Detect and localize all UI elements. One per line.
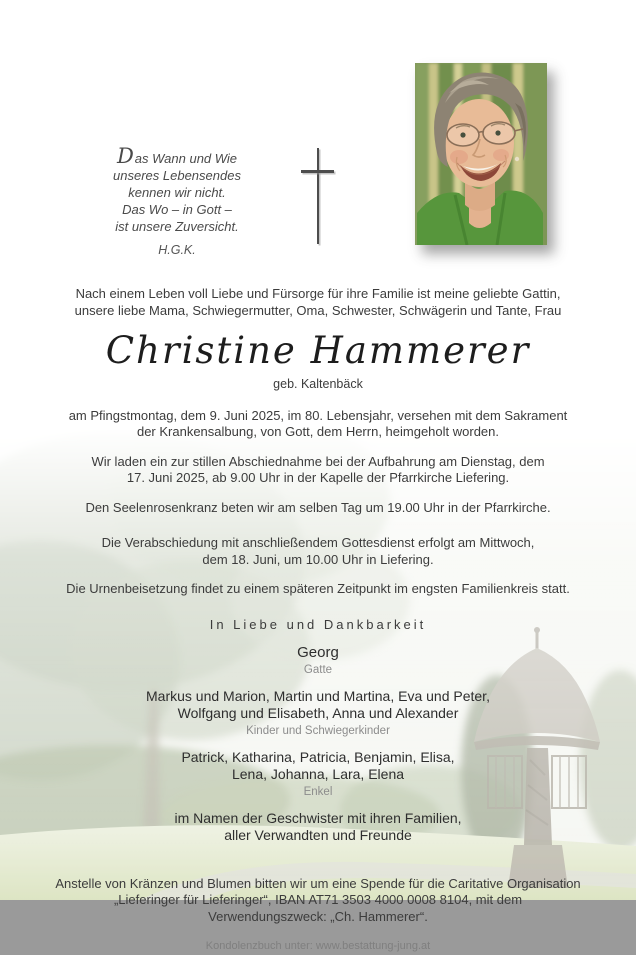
intro-text: Nach einem Leben voll Liebe und Fürsorge für ihre Familie ist meine geliebte Gattin, unsere liebe Mama, Schwiegermutter, Oma, Schwester, Schwägerin und Tante, Frau <box>74 286 562 318</box>
memorial-quote <box>62 144 292 259</box>
cross-vertical-bar <box>317 148 319 244</box>
maiden-name: geb. Kaltenbäck <box>273 377 363 391</box>
quote-line: unseres Lebensendes <box>113 168 241 183</box>
obituary-paragraph-death: am Pfingstmontag, dem 9. Juni 2025, im 80. Lebensjahr, versehen mit dem Sakrament der Krankensalbung, von Gott, dem Herrn, heimgeholt worden. <box>68 407 568 439</box>
condolence-book-note: Kondolenzbuch unter: www.bestattung-jung.at <box>205 940 431 952</box>
mourner-group-relatives: im Namen der Geschwister mit ihren Familien, aller Verwandten und Freunde <box>174 809 462 843</box>
mourner-relation: Kinder und Schwiegerkinder <box>246 724 390 737</box>
cross-horizontal-bar <box>301 170 334 173</box>
quote-line: kennen wir nicht. <box>128 185 226 200</box>
mourner-relation: Enkel <box>303 785 333 798</box>
memorial-cross-icon <box>300 148 336 248</box>
mourner-relation: Gatte <box>303 663 333 676</box>
quote-author-initials: H.G.K. <box>158 243 196 257</box>
mourner-group-husband: Georg Gatte <box>0 644 636 677</box>
portrait-photo <box>415 63 547 245</box>
obituary-paragraph-rosary: Den Seelenrosenkranz beten wir am selben Tag um 19.00 Uhr in der Pfarrkirche. <box>85 499 551 515</box>
quote-line: Das Wo – in Gott – <box>122 202 232 217</box>
obituary-paragraph-viewing: Wir laden ein zur stillen Abschiednahme bei der Aufbahrung am Dienstag, dem 17. Juni 2025, ab 9.00 Uhr in der Kapelle der Pfarrkirche Liefering. <box>91 453 545 485</box>
mourner-group-grandchildren: Patrick, Katharina, Patricia, Benjamin, Elisa, Lena, Johanna, Lara, Elena Enkel <box>0 749 636 799</box>
closing-heading: In Liebe und Dankbarkeit <box>209 616 427 632</box>
obituary-text-column <box>0 286 636 955</box>
obituary-paragraph-service: Die Verabschiedung mit anschließendem Gottesdienst erfolgt am Mittwoch, dem 18. Juni, um 10.00 Uhr in Liefering. <box>101 535 535 567</box>
quote-line: ist unsere Zuversicht. <box>115 219 239 234</box>
deceased-name: Christine Hammerer <box>105 329 531 372</box>
quote-line: Das Wann und Wie <box>116 144 238 168</box>
mourner-group-children: Markus und Marion, Martin und Martina, Eva und Peter, Wolfgang und Elisabeth, Anna und Alexander Kinder und Schwiegerkinder <box>0 688 636 738</box>
quote-drop-initial: D <box>116 144 135 168</box>
donation-note: Anstelle von Kränzen und Blumen bitten wir um eine Spende für die Caritative Organisation „Lieferinger für Lieferinger“, IBAN AT71 3503 4000 0008 8104, mit dem Verwendungszweck: „Ch. Hammerer“. <box>55 875 581 924</box>
obituary-paragraph-urn: Die Urnenbeisetzung findet zu einem späteren Zeitpunkt im engsten Familienkreis statt. <box>66 581 570 596</box>
